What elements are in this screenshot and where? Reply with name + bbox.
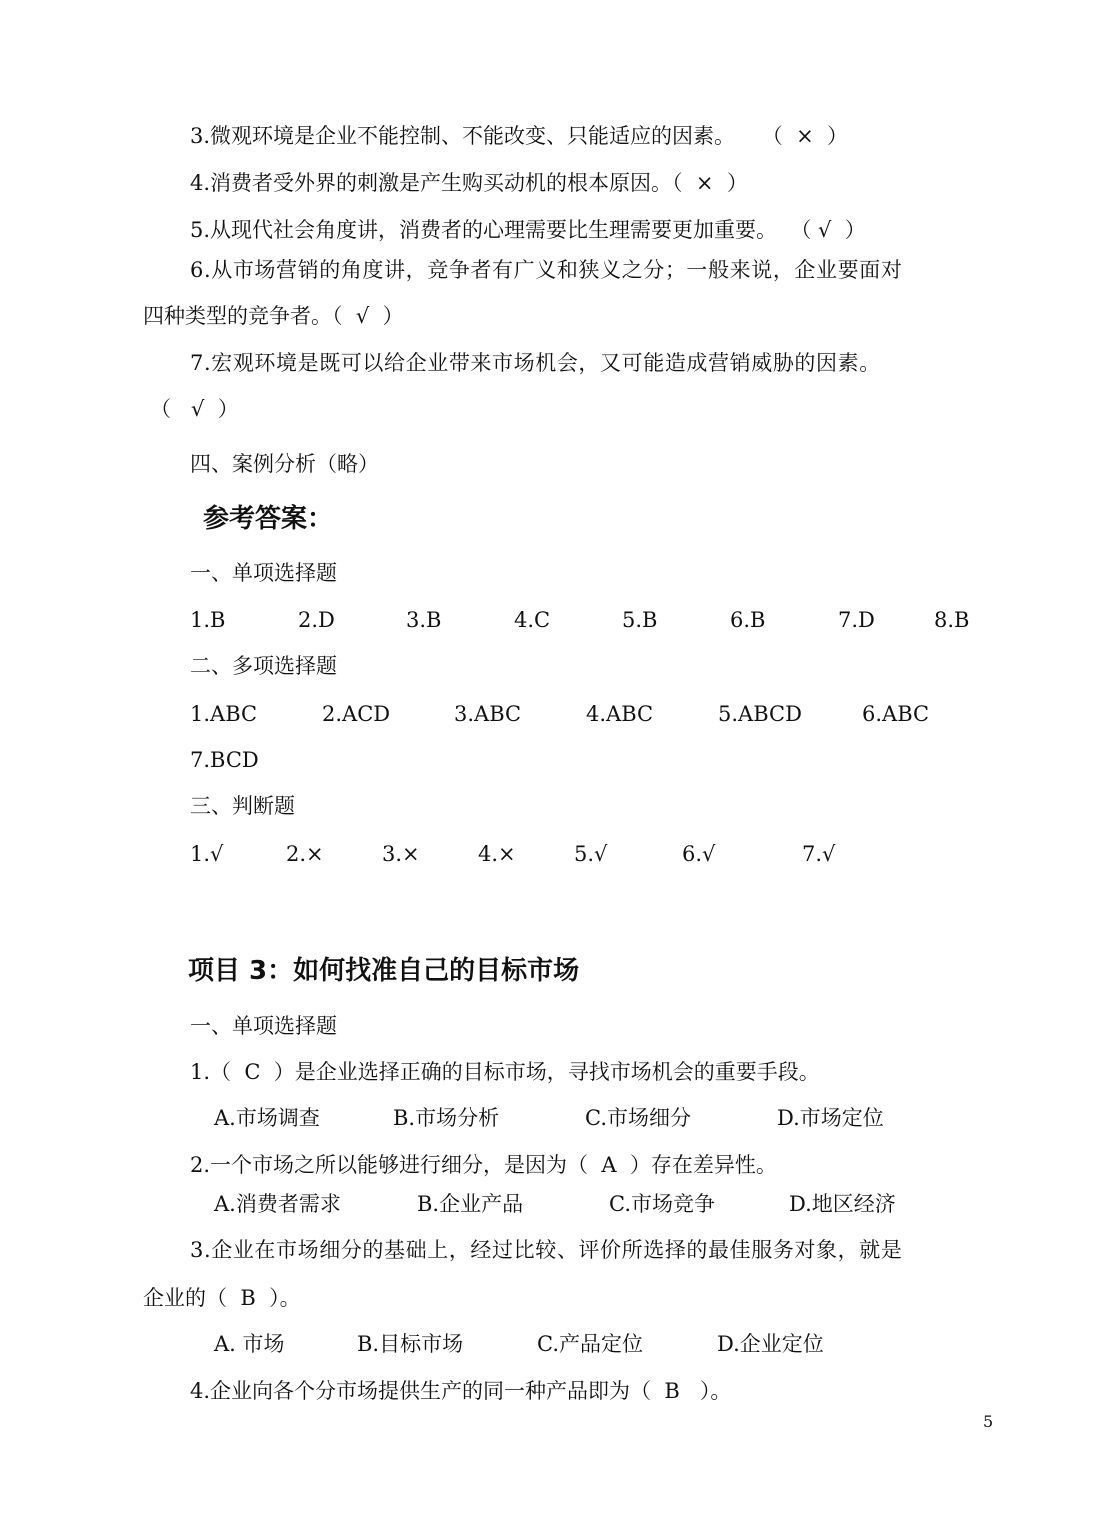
answer-judge-2: 2.× (286, 842, 324, 866)
p3-q1-option-d: D.市场定位 (777, 1106, 884, 1130)
p3-q2-options (214, 1194, 896, 1215)
page-number: 5 (983, 1412, 994, 1431)
project3-title: 项目 3：如何找准自己的目标市场 (188, 956, 580, 986)
answer-judge-5: 5.√ (574, 842, 608, 866)
p3-q1-options (214, 1108, 884, 1129)
answer-multi-3: 3.ABC (454, 702, 522, 726)
judgment-item-3: 3.微观环境是企业不能控制、不能改变、只能适应的因素。 （ × ） (190, 124, 849, 148)
answer-single-6: 6.B (730, 608, 766, 632)
answer-single-8: 8.B (934, 608, 970, 632)
answer-multi-5: 5.ABCD (718, 702, 802, 726)
p3-q3-option-d: D.企业定位 (717, 1332, 824, 1356)
p3-q1-option-b: B.市场分析 (393, 1106, 500, 1130)
answers-single-row (190, 610, 969, 631)
judgment-item-6-line2: 四种类型的竞争者。（ √ ） (143, 304, 404, 328)
p3-question-3-line1: 3.企业在市场细分的基础上，经过比较、评价所选择的最佳服务对象，就是 (190, 1238, 903, 1262)
answer-judge-3: 3.× (382, 842, 420, 866)
p3-q2-option-d: D.地区经济 (789, 1192, 896, 1216)
answers-title: 参考答案： (203, 504, 334, 534)
p3-q3-option-a: A. 市场 (214, 1332, 285, 1356)
p3-q3-option-b: B.目标市场 (357, 1332, 464, 1356)
answer-judge-4: 4.× (478, 842, 516, 866)
answer-single-1: 1.B (190, 608, 226, 632)
judgment-item-6-line1: 6.从市场营销的角度讲，竞争者有广义和狭义之分；一般来说，企业要面对 (190, 258, 903, 282)
judgment-item-4: 4.消费者受外界的刺激是产生购买动机的根本原因。（ × ） (190, 171, 748, 195)
p3-q2-option-c: C.市场竞争 (609, 1192, 715, 1216)
answer-single-5: 5.B (622, 608, 658, 632)
answer-judge-7: 7.√ (802, 842, 836, 866)
answers-multi-row (190, 704, 929, 725)
p3-q1-option-c: C.市场细分 (585, 1106, 691, 1130)
answers-judge-heading: 三、判断题 (190, 794, 295, 818)
judgment-item-5: 5.从现代社会角度讲，消费者的心理需要比生理需要更加重要。 （ √ ） (190, 218, 866, 242)
answer-multi-7: 7.BCD (190, 748, 259, 772)
project3-section-heading: 一、单项选择题 (190, 1014, 337, 1038)
judgment-item-7-line2: （ √ ） (150, 397, 239, 421)
p3-question-2: 2.一个市场之所以能够进行细分，是因为（ A ）存在差异性。 (190, 1153, 777, 1177)
p3-q3-options (214, 1334, 824, 1355)
answer-multi-6: 6.ABC (862, 702, 930, 726)
p3-question-4: 4.企业向各个分市场提供生产的同一种产品即为（ B ）。 (190, 1379, 732, 1403)
p3-q1-option-a: A.市场调查 (214, 1106, 320, 1130)
answer-judge-6: 6.√ (682, 842, 716, 866)
answer-single-2: 2.D (298, 608, 335, 632)
p3-q3-option-c: C.产品定位 (537, 1332, 643, 1356)
p3-q2-option-b: B.企业产品 (417, 1192, 524, 1216)
p3-question-1: 1.（ C ）是企业选择正确的目标市场，寻找市场机会的重要手段。 (190, 1060, 820, 1084)
answer-single-4: 4.C (514, 608, 551, 632)
answers-single-heading: 一、单项选择题 (190, 561, 337, 585)
p3-question-3-line2: 企业的（ B ）。 (143, 1286, 301, 1310)
answer-judge-1: 1.√ (190, 842, 224, 866)
answers-judge-row (190, 844, 835, 865)
answer-multi-2: 2.ACD (322, 702, 391, 726)
answer-multi-4: 4.ABC (586, 702, 654, 726)
case-analysis-heading: 四、案例分析（略） (190, 452, 379, 476)
answer-single-7: 7.D (838, 608, 875, 632)
answer-single-3: 3.B (406, 608, 442, 632)
answers-multi-heading: 二、多项选择题 (190, 654, 337, 678)
judgment-item-7-line1: 7.宏观环境是既可以给企业带来市场机会，又可能造成营销威胁的因素。 (190, 351, 881, 375)
p3-q2-option-a: A.消费者需求 (214, 1192, 341, 1216)
answer-multi-1: 1.ABC (190, 702, 258, 726)
